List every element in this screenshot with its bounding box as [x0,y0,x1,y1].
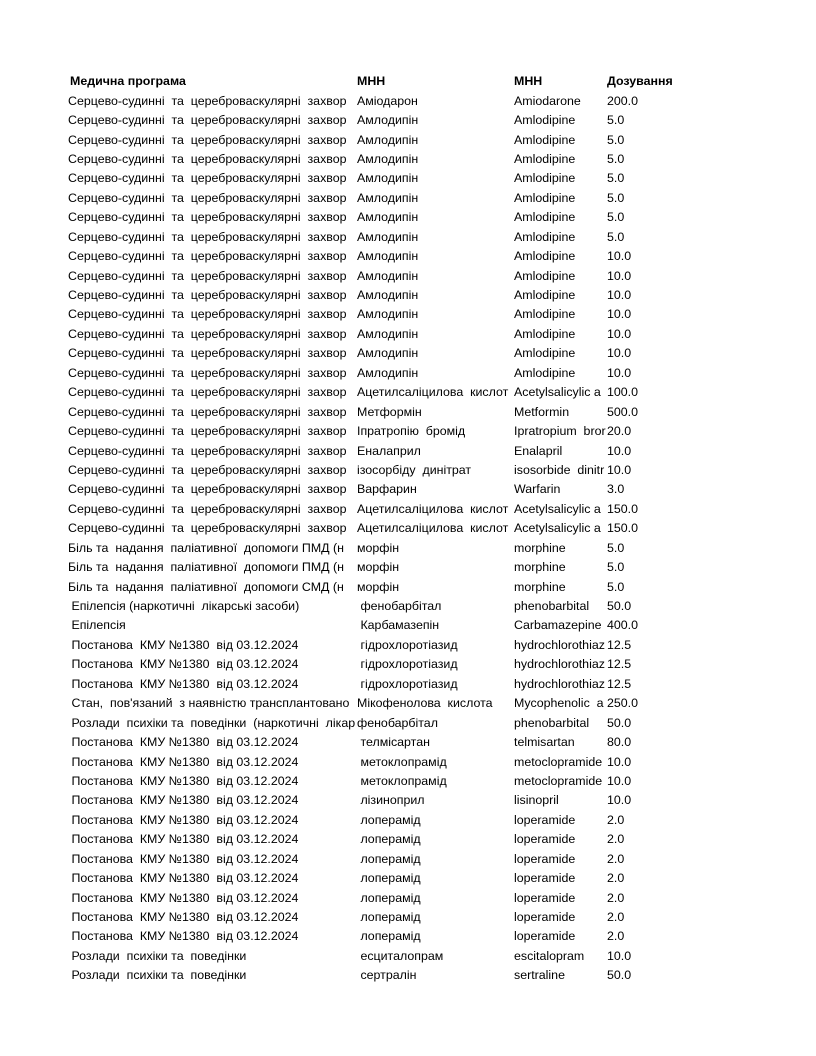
cell-inn-ukrainian: лоперамід [357,832,421,847]
cell-dosage: 10.0 [607,773,632,788]
cell-medical-program: Епілепсія [68,618,126,633]
cell-medical-program: Серцево-судинні та цереброваскулярні захвор [68,521,347,536]
cell-dosage: 10.0 [607,288,632,303]
cell-inn-ukrainian: есциталопрам [357,948,444,963]
cell-dosage: 5.0 [607,190,625,205]
cell-dosage: 10.0 [607,462,632,477]
table-row [68,811,748,830]
table-row [68,713,748,732]
cell-medical-program: Постанова КМУ №1380 від 03.12.2024 [68,793,299,808]
cell-inn-ukrainian: Амлодипін [357,307,419,322]
cell-inn-ukrainian: сертралін [357,968,417,983]
cell-inn-ukrainian: лізиноприл [357,793,425,808]
table-row [68,364,748,383]
cell-inn-latin: loperamide [514,890,576,905]
cell-inn-ukrainian: метоклопрамід [357,754,447,769]
cell-dosage: 20.0 [607,424,632,439]
cell-medical-program: Серцево-судинні та цереброваскулярні захвор [68,424,347,439]
cell-dosage: 50.0 [607,599,632,614]
cell-inn-ukrainian: Амлодипін [357,249,419,264]
cell-dosage: 10.0 [607,948,632,963]
cell-dosage: 200.0 [607,93,639,108]
table-row [68,208,748,227]
cell-medical-program: Постанова КМУ №1380 від 03.12.2024 [68,637,299,652]
table-row [68,694,748,713]
cell-medical-program: Серцево-судинні та цереброваскулярні захвор [68,268,347,283]
cell-dosage: 10.0 [607,268,632,283]
cell-medical-program: Серцево-судинні та цереброваскулярні захвор [68,443,347,458]
cell-medical-program: Серцево-судинні та цереброваскулярні захвор [68,501,347,516]
cell-dosage: 50.0 [607,968,632,983]
cell-inn-latin: isosorbide dinitr [514,462,605,477]
cell-medical-program: Серцево-судинні та цереброваскулярні захвор [68,346,347,361]
table-row [68,655,748,674]
cell-medical-program: Постанова КМУ №1380 від 03.12.2024 [68,773,299,788]
cell-medical-program: Серцево-судинні та цереброваскулярні захвор [68,385,347,400]
cell-inn-ukrainian: ізосорбіду динітрат [357,462,472,477]
cell-inn-ukrainian: Амлодипін [357,326,419,341]
cell-inn-latin: loperamide [514,832,576,847]
cell-medical-program: Серцево-судинні та цереброваскулярні захвор [68,462,347,477]
cell-inn-latin: Amlodipine [514,268,576,283]
table-row [68,228,748,247]
table-row [68,577,748,596]
cell-inn-latin: Ipratropium bror [514,424,606,439]
cell-medical-program: Постанова КМУ №1380 від 03.12.2024 [68,871,299,886]
header-dosage: Дозування [607,74,673,89]
cell-inn-ukrainian: Мікофенолова кислота [357,696,493,711]
table-row [68,344,748,363]
table-row [68,908,748,927]
table-body [68,91,748,985]
cell-dosage: 2.0 [607,812,625,827]
cell-medical-program: Серцево-судинні та цереброваскулярні захвор [68,93,347,108]
cell-inn-latin: hydrochlorothiaz [514,637,605,652]
cell-medical-program: Біль та надання паліативної допомоги ПМД (н [68,540,344,555]
cell-medical-program: Серцево-судинні та цереброваскулярні захвор [68,288,347,303]
cell-medical-program: Серцево-судинні та цереброваскулярні захвор [68,404,347,419]
table-row [68,169,748,188]
cell-medical-program: Біль та надання паліативної допомоги СМД (н [68,579,344,594]
cell-inn-latin: morphine [514,560,566,575]
cell-medical-program: Постанова КМУ №1380 від 03.12.2024 [68,890,299,905]
cell-inn-ukrainian: лоперамід [357,910,421,925]
cell-inn-latin: Acetylsalicylic a [514,385,601,400]
table-row [68,111,748,130]
table-row [68,500,748,519]
cell-inn-ukrainian: лоперамід [357,851,421,866]
cell-inn-ukrainian: гідрохлоротіазид [357,637,458,652]
table-row [68,733,748,752]
table-row [68,422,748,441]
cell-medical-program: Серцево-судинні та цереброваскулярні захвор [68,365,347,380]
cell-medical-program: Постанова КМУ №1380 від 03.12.2024 [68,676,299,691]
cell-inn-ukrainian: Ацетилсаліцилова кислот [357,501,509,516]
cell-inn-ukrainian: Іпратропію бромід [357,424,466,439]
cell-inn-ukrainian: Метформін [357,404,422,419]
cell-dosage: 2.0 [607,890,625,905]
header-inn-ukrainian: МНН [357,74,386,89]
cell-inn-latin: loperamide [514,871,576,886]
cell-inn-ukrainian: лоперамід [357,812,421,827]
cell-inn-ukrainian: Ацетилсаліцилова кислот [357,521,509,536]
cell-inn-latin: escitalopram [514,948,585,963]
cell-inn-latin: loperamide [514,929,576,944]
cell-dosage: 100.0 [607,385,639,400]
cell-medical-program: Серцево-судинні та цереброваскулярні захвор [68,151,347,166]
cell-inn-latin: lisinopril [514,793,559,808]
spreadsheet-page [68,72,748,986]
table-row [68,830,748,849]
cell-inn-ukrainian: фенобарбітал [357,715,438,730]
cell-medical-program: Серцево-судинні та цереброваскулярні захвор [68,190,347,205]
cell-inn-ukrainian: метоклопрамід [357,773,447,788]
cell-inn-latin: Amlodipine [514,151,576,166]
cell-dosage: 5.0 [607,560,625,575]
cell-inn-latin: Amlodipine [514,307,576,322]
cell-inn-latin: Amlodipine [514,132,576,147]
cell-inn-latin: loperamide [514,910,576,925]
cell-dosage: 10.0 [607,365,632,380]
cell-inn-latin: Acetylsalicylic a [514,521,601,536]
cell-inn-ukrainian: гідрохлоротіазид [357,676,458,691]
cell-inn-latin: phenobarbital [514,715,590,730]
table-row [68,91,748,110]
cell-inn-ukrainian: Амлодипін [357,268,419,283]
table-row [68,150,748,169]
cell-dosage: 5.0 [607,229,625,244]
cell-medical-program: Серцево-судинні та цереброваскулярні захвор [68,171,347,186]
cell-dosage: 500.0 [607,404,639,419]
table-row [68,927,748,946]
table-row [68,888,748,907]
cell-inn-latin: Amlodipine [514,346,576,361]
cell-medical-program: Розлади психіки та поведінки (наркотичні лікар [68,715,356,730]
cell-medical-program: Серцево-судинні та цереброваскулярні захвор [68,229,347,244]
table-row [68,947,748,966]
cell-inn-latin: loperamide [514,851,576,866]
cell-dosage: 2.0 [607,910,625,925]
cell-inn-latin: Amlodipine [514,288,576,303]
cell-inn-latin: hydrochlorothiaz [514,676,605,691]
cell-dosage: 12.5 [607,637,632,652]
cell-inn-latin: morphine [514,579,566,594]
cell-inn-latin: Enalapril [514,443,563,458]
header-row [68,72,748,91]
cell-dosage: 5.0 [607,210,625,225]
table-row [68,480,748,499]
cell-dosage: 2.0 [607,929,625,944]
cell-medical-program: Серцево-судинні та цереброваскулярні захвор [68,113,347,128]
cell-inn-ukrainian: Амлодипін [357,132,419,147]
table-row [68,772,748,791]
cell-inn-latin: Amlodipine [514,210,576,225]
cell-dosage: 2.0 [607,871,625,886]
cell-inn-latin: Amlodipine [514,229,576,244]
cell-inn-ukrainian: Варфарин [357,482,417,497]
cell-inn-latin: Amlodipine [514,326,576,341]
table-row [68,266,748,285]
cell-inn-ukrainian: Амлодипін [357,288,419,303]
table-row [68,791,748,810]
cell-medical-program: Постанова КМУ №1380 від 03.12.2024 [68,910,299,925]
cell-medical-program: Постанова КМУ №1380 від 03.12.2024 [68,754,299,769]
cell-inn-latin: Amiodarone [514,93,581,108]
cell-inn-latin: morphine [514,540,566,555]
cell-dosage: 250.0 [607,696,639,711]
cell-dosage: 10.0 [607,326,632,341]
cell-inn-latin: Metformin [514,404,570,419]
cell-inn-latin: hydrochlorothiaz [514,657,605,672]
cell-dosage: 2.0 [607,851,625,866]
cell-inn-latin: loperamide [514,812,576,827]
cell-medical-program: Постанова КМУ №1380 від 03.12.2024 [68,851,299,866]
cell-inn-ukrainian: Ацетилсаліцилова кислот [357,385,509,400]
cell-dosage: 5.0 [607,579,625,594]
cell-inn-ukrainian: гідрохлоротіазид [357,657,458,672]
cell-inn-ukrainian: лоперамід [357,871,421,886]
cell-inn-latin: telmisartan [514,735,575,750]
cell-inn-ukrainian: Амлодипін [357,210,419,225]
cell-inn-ukrainian: морфін [357,560,400,575]
cell-medical-program: Постанова КМУ №1380 від 03.12.2024 [68,735,299,750]
cell-dosage: 10.0 [607,793,632,808]
cell-dosage: 400.0 [607,618,639,633]
cell-inn-ukrainian: Карбамазепін [357,618,440,633]
table-row [68,636,748,655]
table-row [68,675,748,694]
cell-medical-program: Постанова КМУ №1380 від 03.12.2024 [68,812,299,827]
cell-inn-ukrainian: фенобарбітал [357,599,442,614]
cell-inn-ukrainian: Амлодипін [357,190,419,205]
cell-inn-ukrainian: Амлодипін [357,113,419,128]
cell-medical-program: Серцево-судинні та цереброваскулярні захвор [68,249,347,264]
table-row [68,850,748,869]
cell-inn-latin: Warfarin [514,482,561,497]
cell-medical-program: Серцево-судинні та цереброваскулярні захвор [68,210,347,225]
cell-medical-program: Серцево-судинні та цереброваскулярні захвор [68,482,347,497]
cell-medical-program: Постанова КМУ №1380 від 03.12.2024 [68,929,299,944]
cell-inn-latin: metoclopramide [514,773,603,788]
cell-inn-ukrainian: Амлодипін [357,365,419,380]
cell-medical-program: Постанова КМУ №1380 від 03.12.2024 [68,832,299,847]
cell-inn-latin: Acetylsalicylic a [514,501,601,516]
cell-dosage: 5.0 [607,171,625,186]
cell-dosage: 5.0 [607,151,625,166]
cell-dosage: 10.0 [607,754,632,769]
cell-medical-program: Біль та надання паліативної допомоги ПМД (н [68,560,344,575]
table-row [68,325,748,344]
table-row [68,869,748,888]
table-row [68,616,748,635]
cell-inn-latin: phenobarbital [514,599,590,614]
cell-dosage: 2.0 [607,832,625,847]
cell-medical-program: Стан, пов'язаний з наявністю трансплантовано [68,696,350,711]
cell-inn-ukrainian: Амлодипін [357,171,419,186]
cell-dosage: 10.0 [607,307,632,322]
cell-dosage: 80.0 [607,735,632,750]
cell-dosage: 150.0 [607,521,639,536]
cell-dosage: 10.0 [607,249,632,264]
table-row [68,519,748,538]
cell-inn-ukrainian: Аміодарон [357,93,418,108]
cell-dosage: 12.5 [607,657,632,672]
cell-medical-program: Розлади психіки та поведінки [68,948,247,963]
cell-inn-ukrainian: телмісартан [357,735,430,750]
cell-dosage: 5.0 [607,132,625,147]
cell-inn-ukrainian: Еналаприл [357,443,421,458]
table-row [68,539,748,558]
cell-dosage: 10.0 [607,346,632,361]
table-row [68,752,748,771]
cell-inn-ukrainian: морфін [357,579,400,594]
cell-dosage: 50.0 [607,715,632,730]
header-medical-program: Медична програма [70,74,186,89]
cell-medical-program: Серцево-судинні та цереброваскулярні захвор [68,132,347,147]
cell-inn-latin: Amlodipine [514,171,576,186]
cell-dosage: 5.0 [607,113,625,128]
cell-inn-ukrainian: Амлодипін [357,229,419,244]
table-row [68,305,748,324]
header-inn-latin: МНН [514,74,543,89]
table-row [68,558,748,577]
cell-medical-program: Епілепсія (наркотичні лікарські засоби) [68,599,300,614]
cell-inn-latin: Amlodipine [514,365,576,380]
cell-inn-latin: Carbamazepine [514,618,602,633]
cell-inn-latin: sertraline [514,968,565,983]
cell-inn-ukrainian: Амлодипін [357,151,419,166]
table-row [68,441,748,460]
table-row [68,247,748,266]
table-row [68,189,748,208]
cell-dosage: 5.0 [607,540,625,555]
cell-inn-latin: Amlodipine [514,249,576,264]
table-row [68,130,748,149]
cell-inn-latin: Mycophenolic a [514,696,604,711]
table-row [68,402,748,421]
cell-medical-program: Розлади психіки та поведінки [68,968,247,983]
table-row [68,286,748,305]
table-row [68,461,748,480]
cell-inn-ukrainian: Амлодипін [357,346,419,361]
cell-inn-ukrainian: лоперамід [357,890,421,905]
cell-inn-latin: Amlodipine [514,113,576,128]
table-row [68,966,748,985]
cell-dosage: 10.0 [607,443,632,458]
cell-dosage: 12.5 [607,676,632,691]
cell-dosage: 3.0 [607,482,625,497]
cell-inn-ukrainian: лоперамід [357,929,421,944]
drug-dosage-table [68,72,748,986]
table-row [68,383,748,402]
cell-medical-program: Серцево-судинні та цереброваскулярні захвор [68,326,347,341]
table-row [68,597,748,616]
cell-medical-program: Серцево-судинні та цереброваскулярні захвор [68,307,347,322]
cell-medical-program: Постанова КМУ №1380 від 03.12.2024 [68,657,299,672]
cell-inn-ukrainian: морфін [357,540,400,555]
cell-inn-latin: metoclopramide [514,754,603,769]
cell-dosage: 150.0 [607,501,639,516]
cell-inn-latin: Amlodipine [514,190,576,205]
